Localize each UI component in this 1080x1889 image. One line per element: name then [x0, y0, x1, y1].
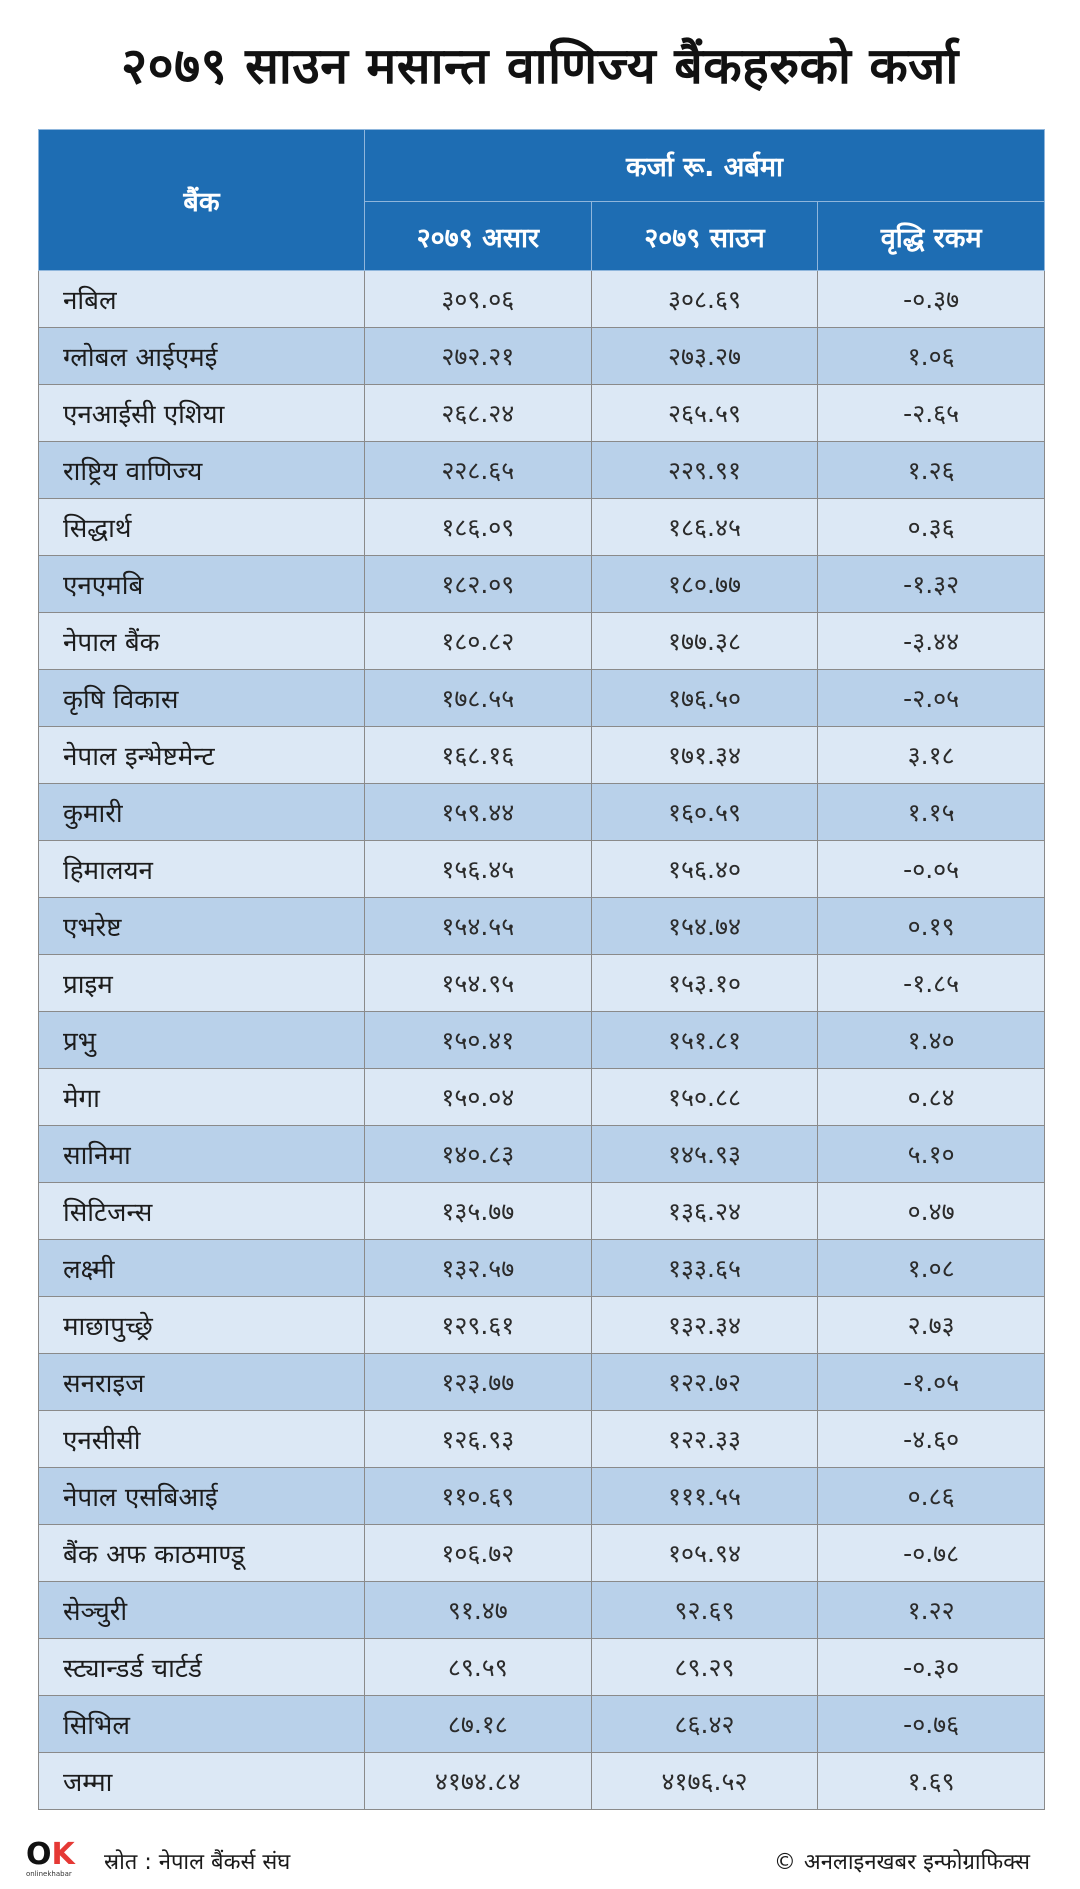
saun-value-cell: १३३.६५ — [591, 1240, 818, 1297]
bank-name-cell: मेगा — [39, 1069, 365, 1126]
bank-name-cell: माछापुच्छ्रे — [39, 1297, 365, 1354]
asar-value-cell: १३५.७७ — [365, 1183, 592, 1240]
table-row — [39, 1126, 1045, 1183]
growth-value-cell: १.४० — [818, 1012, 1045, 1069]
table-row — [39, 499, 1045, 556]
growth-value-cell: ५.१० — [818, 1126, 1045, 1183]
logo-subtext: onlinekhabar — [26, 1870, 72, 1878]
table-row — [39, 955, 1045, 1012]
growth-value-cell: १.०८ — [818, 1240, 1045, 1297]
table-row — [39, 1069, 1045, 1126]
bank-name-cell: सिद्धार्थ — [39, 499, 365, 556]
table-row — [39, 1183, 1045, 1240]
growth-value-cell: -१.८५ — [818, 955, 1045, 1012]
table-body — [39, 271, 1045, 1810]
asar-value-cell: २२८.६५ — [365, 442, 592, 499]
growth-value-cell: १.२६ — [818, 442, 1045, 499]
growth-value-cell: -२.६५ — [818, 385, 1045, 442]
table-row — [39, 556, 1045, 613]
saun-value-cell: १२२.७२ — [591, 1354, 818, 1411]
asar-value-cell: २६८.२४ — [365, 385, 592, 442]
saun-value-cell: २२९.९१ — [591, 442, 818, 499]
growth-value-cell: १.१५ — [818, 784, 1045, 841]
asar-value-cell: १५०.०४ — [365, 1069, 592, 1126]
bank-name-cell: स्ट्यान्डर्ड चार्टर्ड — [39, 1639, 365, 1696]
asar-value-cell: ८९.५९ — [365, 1639, 592, 1696]
saun-value-cell: २६५.५९ — [591, 385, 818, 442]
saun-value-cell: ८६.४२ — [591, 1696, 818, 1753]
source-note: स्रोत : नेपाल बैंकर्स संघ — [104, 1850, 291, 1875]
bank-name-cell: जम्मा — [39, 1753, 365, 1810]
asar-value-cell: १५०.४१ — [365, 1012, 592, 1069]
asar-value-cell: ९१.४७ — [365, 1582, 592, 1639]
table-row — [39, 1525, 1045, 1582]
asar-value-cell: १३२.५७ — [365, 1240, 592, 1297]
logo-mark: OK — [26, 1837, 75, 1872]
asar-value-cell: ११०.६९ — [365, 1468, 592, 1525]
asar-value-cell: १८२.०९ — [365, 556, 592, 613]
table-row — [39, 442, 1045, 499]
saun-value-cell: ९२.६९ — [591, 1582, 818, 1639]
table-row — [39, 1354, 1045, 1411]
asar-value-cell: १६८.१६ — [365, 727, 592, 784]
bank-name-cell: प्राइम — [39, 955, 365, 1012]
total-row — [39, 1753, 1045, 1810]
table-row — [39, 1240, 1045, 1297]
saun-value-cell: १८६.४५ — [591, 499, 818, 556]
saun-value-cell: १७६.५० — [591, 670, 818, 727]
bank-name-cell: कुमारी — [39, 784, 365, 841]
table-row — [39, 1582, 1045, 1639]
saun-value-cell: ३०८.६९ — [591, 271, 818, 328]
saun-column-header: २०७९ साउन — [591, 202, 818, 271]
saun-value-cell: १३६.२४ — [591, 1183, 818, 1240]
asar-value-cell: १५६.४५ — [365, 841, 592, 898]
asar-value-cell: ८७.१८ — [365, 1696, 592, 1753]
saun-value-cell: ४१७६.५२ — [591, 1753, 818, 1810]
saun-value-cell: ८९.२९ — [591, 1639, 818, 1696]
table-row — [39, 1012, 1045, 1069]
bank-name-cell: लक्ष्मी — [39, 1240, 365, 1297]
asar-value-cell: १५९.४४ — [365, 784, 592, 841]
saun-value-cell: १५१.८१ — [591, 1012, 818, 1069]
table-row — [39, 385, 1045, 442]
bank-name-cell: नेपाल एसबिआई — [39, 1468, 365, 1525]
growth-value-cell: -०.७८ — [818, 1525, 1045, 1582]
saun-value-cell: १८०.७७ — [591, 556, 818, 613]
bank-name-cell: नबिल — [39, 271, 365, 328]
bank-name-cell: ग्लोबल आईएमई — [39, 328, 365, 385]
table-row — [39, 784, 1045, 841]
asar-value-cell: ३०९.०६ — [365, 271, 592, 328]
bank-name-cell: प्रभु — [39, 1012, 365, 1069]
bank-name-cell: सिभिल — [39, 1696, 365, 1753]
saun-value-cell: १०५.९४ — [591, 1525, 818, 1582]
onlinekhabar-logo — [26, 1837, 75, 1880]
asar-value-cell: १४०.८३ — [365, 1126, 592, 1183]
growth-value-cell: ०.३६ — [818, 499, 1045, 556]
bank-name-cell: सानिमा — [39, 1126, 365, 1183]
growth-value-cell: -०.३७ — [818, 271, 1045, 328]
asar-value-cell: १७८.५५ — [365, 670, 592, 727]
growth-value-cell: -२.०५ — [818, 670, 1045, 727]
growth-value-cell: -०.०५ — [818, 841, 1045, 898]
asar-value-cell: १५४.५५ — [365, 898, 592, 955]
bank-name-cell: एभरेष्ट — [39, 898, 365, 955]
credit-text: अनलाइनखबर इन्फोग्राफिक्स — [803, 1850, 1030, 1875]
table-row — [39, 328, 1045, 385]
table-row — [39, 271, 1045, 328]
growth-value-cell: -०.३० — [818, 1639, 1045, 1696]
saun-value-cell: १२२.३३ — [591, 1411, 818, 1468]
growth-value-cell: -१.०५ — [818, 1354, 1045, 1411]
copyright-icon: © — [773, 1850, 796, 1875]
bank-name-cell: बैंक अफ काठमाण्डू — [39, 1525, 365, 1582]
saun-value-cell: १११.५५ — [591, 1468, 818, 1525]
growth-value-cell: -०.७६ — [818, 1696, 1045, 1753]
asar-value-cell: १५४.९५ — [365, 955, 592, 1012]
asar-value-cell: १२६.९३ — [365, 1411, 592, 1468]
bank-name-cell: हिमालयन — [39, 841, 365, 898]
growth-value-cell: १.६९ — [818, 1753, 1045, 1810]
growth-value-cell: २.७३ — [818, 1297, 1045, 1354]
growth-value-cell: ०.१९ — [818, 898, 1045, 955]
loan-table — [38, 129, 1045, 1810]
saun-value-cell: १४५.९३ — [591, 1126, 818, 1183]
bank-name-cell: राष्ट्रिय वाणिज्य — [39, 442, 365, 499]
saun-value-cell: १३२.३४ — [591, 1297, 818, 1354]
bank-name-cell: एनसीसी — [39, 1411, 365, 1468]
saun-value-cell: १७७.३८ — [591, 613, 818, 670]
table-row — [39, 613, 1045, 670]
saun-value-cell: १७१.३४ — [591, 727, 818, 784]
growth-value-cell: -१.३२ — [818, 556, 1045, 613]
table-row — [39, 1696, 1045, 1753]
bank-name-cell: कृषि विकास — [39, 670, 365, 727]
asar-column-header: २०७९ असार — [365, 202, 592, 271]
saun-value-cell: १५६.४० — [591, 841, 818, 898]
saun-value-cell: १५४.७४ — [591, 898, 818, 955]
asar-value-cell: १२९.६१ — [365, 1297, 592, 1354]
bank-name-cell: सनराइज — [39, 1354, 365, 1411]
bank-name-cell: सेञ्चुरी — [39, 1582, 365, 1639]
asar-value-cell: २७२.२१ — [365, 328, 592, 385]
bank-name-cell: एनएमबि — [39, 556, 365, 613]
growth-value-cell: ३.१८ — [818, 727, 1045, 784]
bank-name-cell: नेपाल बैंक — [39, 613, 365, 670]
footer — [0, 1837, 1080, 1880]
bank-name-cell: एनआईसी एशिया — [39, 385, 365, 442]
growth-value-cell: -४.६० — [818, 1411, 1045, 1468]
table-row — [39, 1468, 1045, 1525]
table-row — [39, 1639, 1045, 1696]
table-row — [39, 841, 1045, 898]
bank-column-header: बैंक — [39, 130, 365, 271]
table-row — [39, 670, 1045, 727]
credit-note — [774, 1846, 1030, 1876]
asar-value-cell: ४१७४.८४ — [365, 1753, 592, 1810]
growth-value-cell: ०.८६ — [818, 1468, 1045, 1525]
growth-value-cell: १.२२ — [818, 1582, 1045, 1639]
growth-value-cell: १.०६ — [818, 328, 1045, 385]
table-row — [39, 1411, 1045, 1468]
page-title: २०७९ साउन मसान्त वाणिज्य बैंकहरुको कर्जा — [121, 37, 959, 95]
asar-value-cell: १०६.७२ — [365, 1525, 592, 1582]
asar-value-cell: १८६.०९ — [365, 499, 592, 556]
saun-value-cell: २७३.२७ — [591, 328, 818, 385]
bank-name-cell: सिटिजन्स — [39, 1183, 365, 1240]
growth-value-cell: ०.४७ — [818, 1183, 1045, 1240]
table-row — [39, 1297, 1045, 1354]
table-row — [39, 727, 1045, 784]
growth-value-cell: -३.४४ — [818, 613, 1045, 670]
growth-column-header: वृद्धि रकम — [818, 202, 1045, 271]
loan-group-header: कर्जा रू. अर्बमा — [365, 130, 1045, 202]
growth-value-cell: ०.८४ — [818, 1069, 1045, 1126]
asar-value-cell: १८०.८२ — [365, 613, 592, 670]
saun-value-cell: १५०.८८ — [591, 1069, 818, 1126]
bank-name-cell: नेपाल इन्भेष्टमेन्ट — [39, 727, 365, 784]
table-row — [39, 898, 1045, 955]
saun-value-cell: १५३.१० — [591, 955, 818, 1012]
asar-value-cell: १२३.७७ — [365, 1354, 592, 1411]
saun-value-cell: १६०.५९ — [591, 784, 818, 841]
